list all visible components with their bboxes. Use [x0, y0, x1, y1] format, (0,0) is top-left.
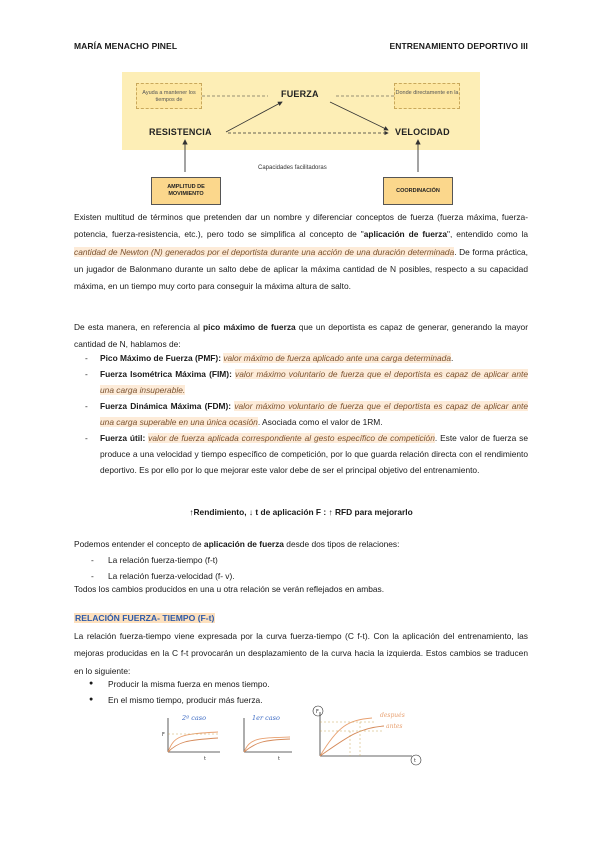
list-marker: - — [85, 353, 88, 363]
list-marker: - — [85, 369, 88, 379]
box-amplitud: AMPLITUD DE MOVIMIENTO — [151, 177, 221, 205]
list-marker: - — [91, 555, 94, 565]
list-text: En el mismo tiempo, producir más fuerza. — [108, 695, 263, 705]
list-text: La relación fuerza-tiempo (f-t) — [108, 555, 218, 565]
label-fuerza: FUERZA — [281, 89, 319, 99]
graph3-axis-t: t — [414, 758, 416, 764]
graph1-axis-t: t — [204, 756, 206, 762]
relations-list — [74, 552, 528, 584]
graph-before-after — [308, 704, 428, 768]
graph3-label-after: después — [380, 712, 405, 719]
list-item — [74, 366, 528, 398]
list-highlight: valor de fuerza aplicada correspondiente al gesto específico de competición — [148, 433, 435, 443]
list-text: Producir la misma fuerza en menos tiempo. — [108, 679, 270, 689]
rfd-formula: ↑Rendimiento, ↓ t de aplicación F : ↑ RFD para mejorarlo — [189, 507, 413, 517]
graph1-label: 2º caso — [182, 714, 207, 722]
p1-text-e: . De forma práctica, un jugador de Balonmano durante un salto debe de aplicar la máxima cantidad de N posibles, respecto a su capacidad máxima, en un tiempo muy corto para conseguir la máxima altura de salto. — [74, 246, 528, 292]
paragraph-relations — [74, 536, 528, 553]
list-rest: . Asociada como el valor de 1RM. — [257, 417, 383, 427]
graph2-label: 1er caso — [252, 714, 280, 722]
list-item — [74, 430, 528, 478]
graph1-axis-f: F — [162, 732, 165, 738]
list-term: Fuerza Dinámica Máxima (FDM): — [100, 401, 232, 411]
list-rest: . — [450, 353, 454, 363]
box-coordinacion: COORDINACIÓN — [383, 177, 453, 205]
p2-bold: pico máximo de fuerza — [203, 322, 296, 332]
p1-highlight: cantidad de Newton (N) generados por el deportista durante una acción de una duración determinada — [74, 246, 455, 257]
list-highlight: valor máximo voluntario de fuerza que el deportista es capaz de aplicar ante una carga superable en una única ocasión — [100, 401, 528, 427]
diagram-box-right: Donde directamente en la — [394, 83, 460, 109]
graph2-axis-t: t — [278, 756, 280, 762]
list-text: La relación fuerza-velocidad (f- v). — [108, 571, 235, 581]
graph3-axis-f: F — [316, 709, 319, 715]
paragraph-changes: Todos los cambios producidos en una u otra relación se verán reflejados en ambas. — [74, 584, 385, 594]
force-types-list — [74, 350, 528, 478]
effects-list — [74, 676, 528, 708]
list-marker: - — [85, 401, 88, 411]
list-item — [74, 350, 528, 366]
header-subject: ENTRENAMIENTO DEPORTIVO III — [389, 41, 528, 51]
list-item — [74, 692, 528, 708]
graph3-label-before: antes — [386, 723, 403, 730]
list-term: Fuerza útil: — [100, 433, 146, 443]
list-highlight: valor máximo de fuerza aplicado ante una carga determinada — [223, 353, 451, 363]
p3-text-c: desde dos tipos de relaciones: — [283, 539, 400, 549]
paragraph-curve: La relación fuerza-tiempo viene expresada por la curva fuerza-tiempo (C f-t). Con la aplicación del entrenamiento, las mejoras producidas en la C f-t provocarán un desplazamiento de la curva hacia la izquierda. Estos cambios se traducen en lo siguiente: — [74, 631, 528, 676]
section-title: RELACIÓN FUERZA- TIEMPO (F-t) — [75, 613, 215, 623]
label-velocidad: VELOCIDAD — [395, 127, 450, 137]
p1-bold: aplicación de fuerza — [363, 229, 448, 240]
list-rest: . Este valor de fuerza se produce a una velocidad y tiempo específico de competición, por lo que guarda relación directa con el rendimiento deportivo. Es por ello por lo que mejorar este valor debe de ser el principal objetivo del entrenamiento. — [100, 433, 528, 475]
diagram-box-left: Ayuda a mantener los tiempos de — [136, 83, 202, 109]
list-highlight: valor máximo voluntario de fuerza que el deportista es capaz de aplicar ante una carga insuperable. — [100, 369, 528, 395]
capacities-diagram — [118, 70, 484, 222]
header-author: MARÍA MENACHO PINEL — [74, 41, 178, 51]
list-item — [74, 398, 528, 430]
p3-text-a: Podemos entender el concepto de — [74, 539, 204, 549]
list-term: Fuerza Isométrica Máxima (FIM): — [100, 369, 232, 379]
p3-bold: aplicación de fuerza — [203, 539, 284, 549]
paragraph-pico — [74, 319, 528, 354]
p1-text-a: Existen multitud de términos que pretenden dar un nombre y diferenciar conceptos de fuerza (fuerza máxima, fuerza-potencia, fuerza-resistencia, etc.), pero todo se simplifica al concepto de " — [74, 212, 528, 240]
bullet-icon: ● — [89, 696, 94, 703]
graph-first-case — [238, 712, 296, 764]
list-term: Pico Máximo de Fuerza (PMF): — [100, 353, 221, 363]
p2-text-c: que un deportista es capaz de generar, generando la mayor cantidad de N, hablamos de: — [74, 322, 528, 350]
label-resistencia: RESISTENCIA — [149, 127, 212, 137]
list-item — [74, 676, 528, 692]
list-item — [74, 552, 528, 568]
list-marker: - — [85, 433, 88, 443]
graph-second-case — [160, 712, 224, 764]
paragraph-intro — [74, 209, 528, 295]
list-marker: - — [91, 571, 94, 581]
bullet-icon: ● — [89, 680, 94, 687]
diagram-caption: Capacidades facilitadoras — [258, 165, 327, 171]
p2-text-a: De esta manera, en referencia al — [74, 322, 204, 332]
p1-text-c: ", entendido como la — [447, 229, 528, 240]
